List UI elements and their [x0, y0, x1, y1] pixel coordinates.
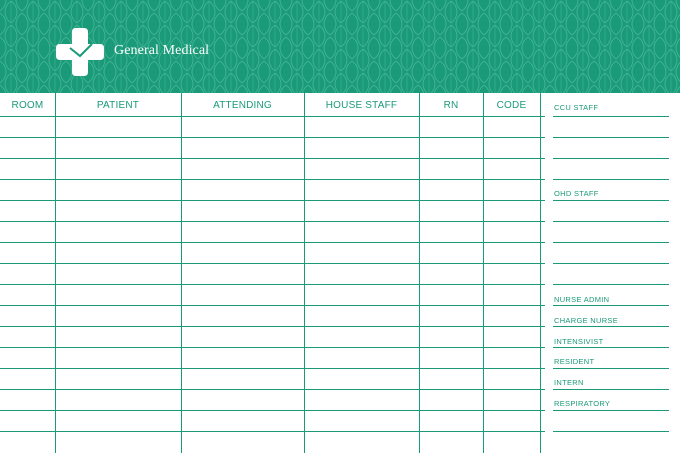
column-divider	[181, 93, 182, 453]
staff-line	[553, 221, 669, 222]
staff-panel	[553, 93, 670, 453]
staff-line	[553, 116, 669, 117]
staff-line	[553, 137, 669, 138]
resident-label: RESIDENT	[554, 357, 595, 366]
staff-line	[553, 410, 669, 411]
row-line	[0, 284, 545, 285]
column-divider	[55, 93, 56, 453]
column-divider	[304, 93, 305, 453]
staff-line	[553, 368, 669, 369]
row-line	[0, 242, 545, 243]
respiratory-label: RESPIRATORY	[554, 399, 611, 408]
column-header-patient: PATIENT	[96, 100, 140, 111]
column-divider	[483, 93, 484, 453]
medical-cross-logo-icon	[54, 26, 106, 78]
row-line	[0, 389, 545, 390]
staff-line	[553, 263, 669, 264]
ohd-staff-label: OHD STAFF	[554, 189, 599, 198]
staff-line	[553, 242, 669, 243]
row-line	[0, 347, 545, 348]
column-header-code: CODE	[496, 100, 527, 111]
column-header-room: ROOM	[11, 100, 44, 111]
column-divider	[419, 93, 420, 453]
row-line	[0, 200, 545, 201]
column-header-rn: RN	[443, 100, 459, 111]
staff-line	[553, 179, 669, 180]
staff-line	[553, 158, 669, 159]
intern-label: INTERN	[554, 378, 584, 387]
column-header-house-staff: HOUSE STAFF	[325, 100, 398, 111]
charge-nurse-label: CHARGE NURSE	[554, 316, 619, 325]
row-line	[0, 116, 545, 117]
ccu-staff-label: CCU STAFF	[554, 103, 599, 112]
row-line	[0, 368, 545, 369]
row-line	[0, 326, 545, 327]
row-line	[0, 410, 545, 411]
staff-line	[553, 347, 669, 348]
staff-line	[553, 305, 669, 306]
row-line	[0, 158, 545, 159]
nurse-admin-label: NURSE ADMIN	[554, 295, 610, 304]
patient-table	[0, 93, 545, 453]
row-line	[0, 431, 545, 432]
row-line	[0, 305, 545, 306]
row-line	[0, 263, 545, 264]
row-line	[0, 179, 545, 180]
row-line	[0, 221, 545, 222]
column-header-attending: ATTENDING	[213, 100, 272, 111]
staff-line	[553, 326, 669, 327]
staff-line	[553, 200, 669, 201]
brand-name: General Medical	[114, 43, 210, 58]
row-line	[0, 137, 545, 138]
staff-line	[553, 389, 669, 390]
header-banner	[0, 0, 680, 93]
column-divider	[540, 93, 541, 453]
intensivist-label: INTENSIVIST	[554, 337, 604, 346]
staff-line	[553, 431, 669, 432]
staff-line	[553, 284, 669, 285]
